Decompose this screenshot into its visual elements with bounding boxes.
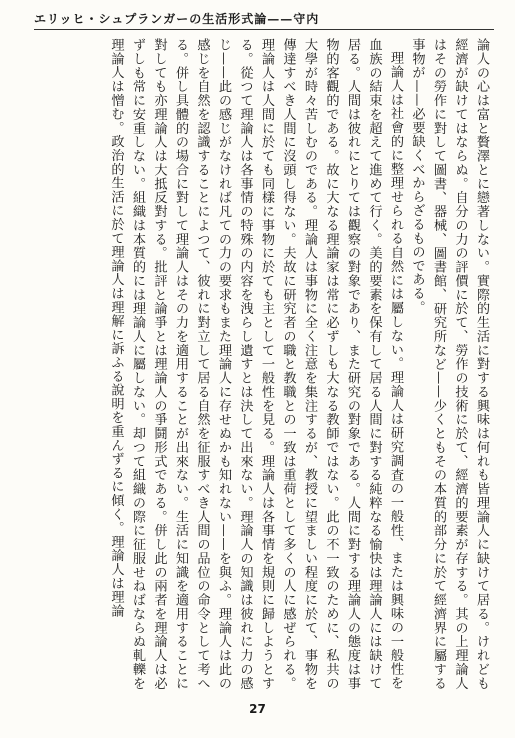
body-text <box>30 38 492 690</box>
page-number: 27 <box>249 702 266 716</box>
running-header-title: エリッヒ・シュプランガーの生活形式論——守内 <box>34 12 320 26</box>
paragraph: 論人の心は富と贅澤とに戀著しない。實際的生活に對する興味は何れも皆理論人に缺けて居る。けれども經濟が缺けてはならぬ。自分の力の評價に於て、勞作の技術に於て、經濟的要素が存する。其の上理論人はその勞作に對して圖書、器械、圖書館、研究所など——少くともその本質的部分に於て經濟界に屬する事物が——必要缺くべからざるものである。 <box>409 38 489 690</box>
running-header <box>34 8 494 28</box>
header-rule <box>34 29 494 30</box>
paragraph: 理論人は社會的に整理せられる自然には屬しない。理論人は研究調査の一般性、または興味の一般性を血族の結束を超えて進めて行く。美的要素を保有して居る人間に對する純粹なる愉快は理論人には缺けて居る。人間は彼れにとりては觀察の對象であり、また研究の對象である。人間に對する理論人の態度は事物的客觀的である。故に大なる理論家は常に必ずしも大なる教師ではない。此の不一致のために、私共の大學が時々苦しむのである。理論人は事物に全く注意を集注するが、教授に望ましい程度に於て、事物を傳達すべき人間に沒頭し得ない。夫故に研究者の職と教職との一致は重荷として多くの人に感ぜられる。理論人は人間に於ても同樣に事物に於ても主として一般性を見る。理論人は各事情を規則に歸しようとする。從つて理論人は各事情の特殊の内容を洩らし遺すとは決して出來ない。理論人の知識は彼れに力の感じ——此の感じがなければ凡ての力の要求もまた理論人に存せぬかも知れない——を與ふ。理論人は此の感じを自然を認識することによつて、彼れに對立して居る自然を征服すべき人間の品位の命令として考へる。併し具體的の場合に對して理論人はその力を適用することが出來ない。生活に知識を適用することに對しても亦理論人は大抵反對する。批評と論爭とは理論人の爭鬪形式である。併し此の兩者を理論人は必ずしも常に安重しない。組織は本質的には理論人に屬しない。却つて組織の際に征服せねばならぬ軋轢を理論人は憎む。政治的生活に於て理論人は理解に訴ふる說明を重んずるに傾く。理論人は理論 <box>108 38 403 690</box>
